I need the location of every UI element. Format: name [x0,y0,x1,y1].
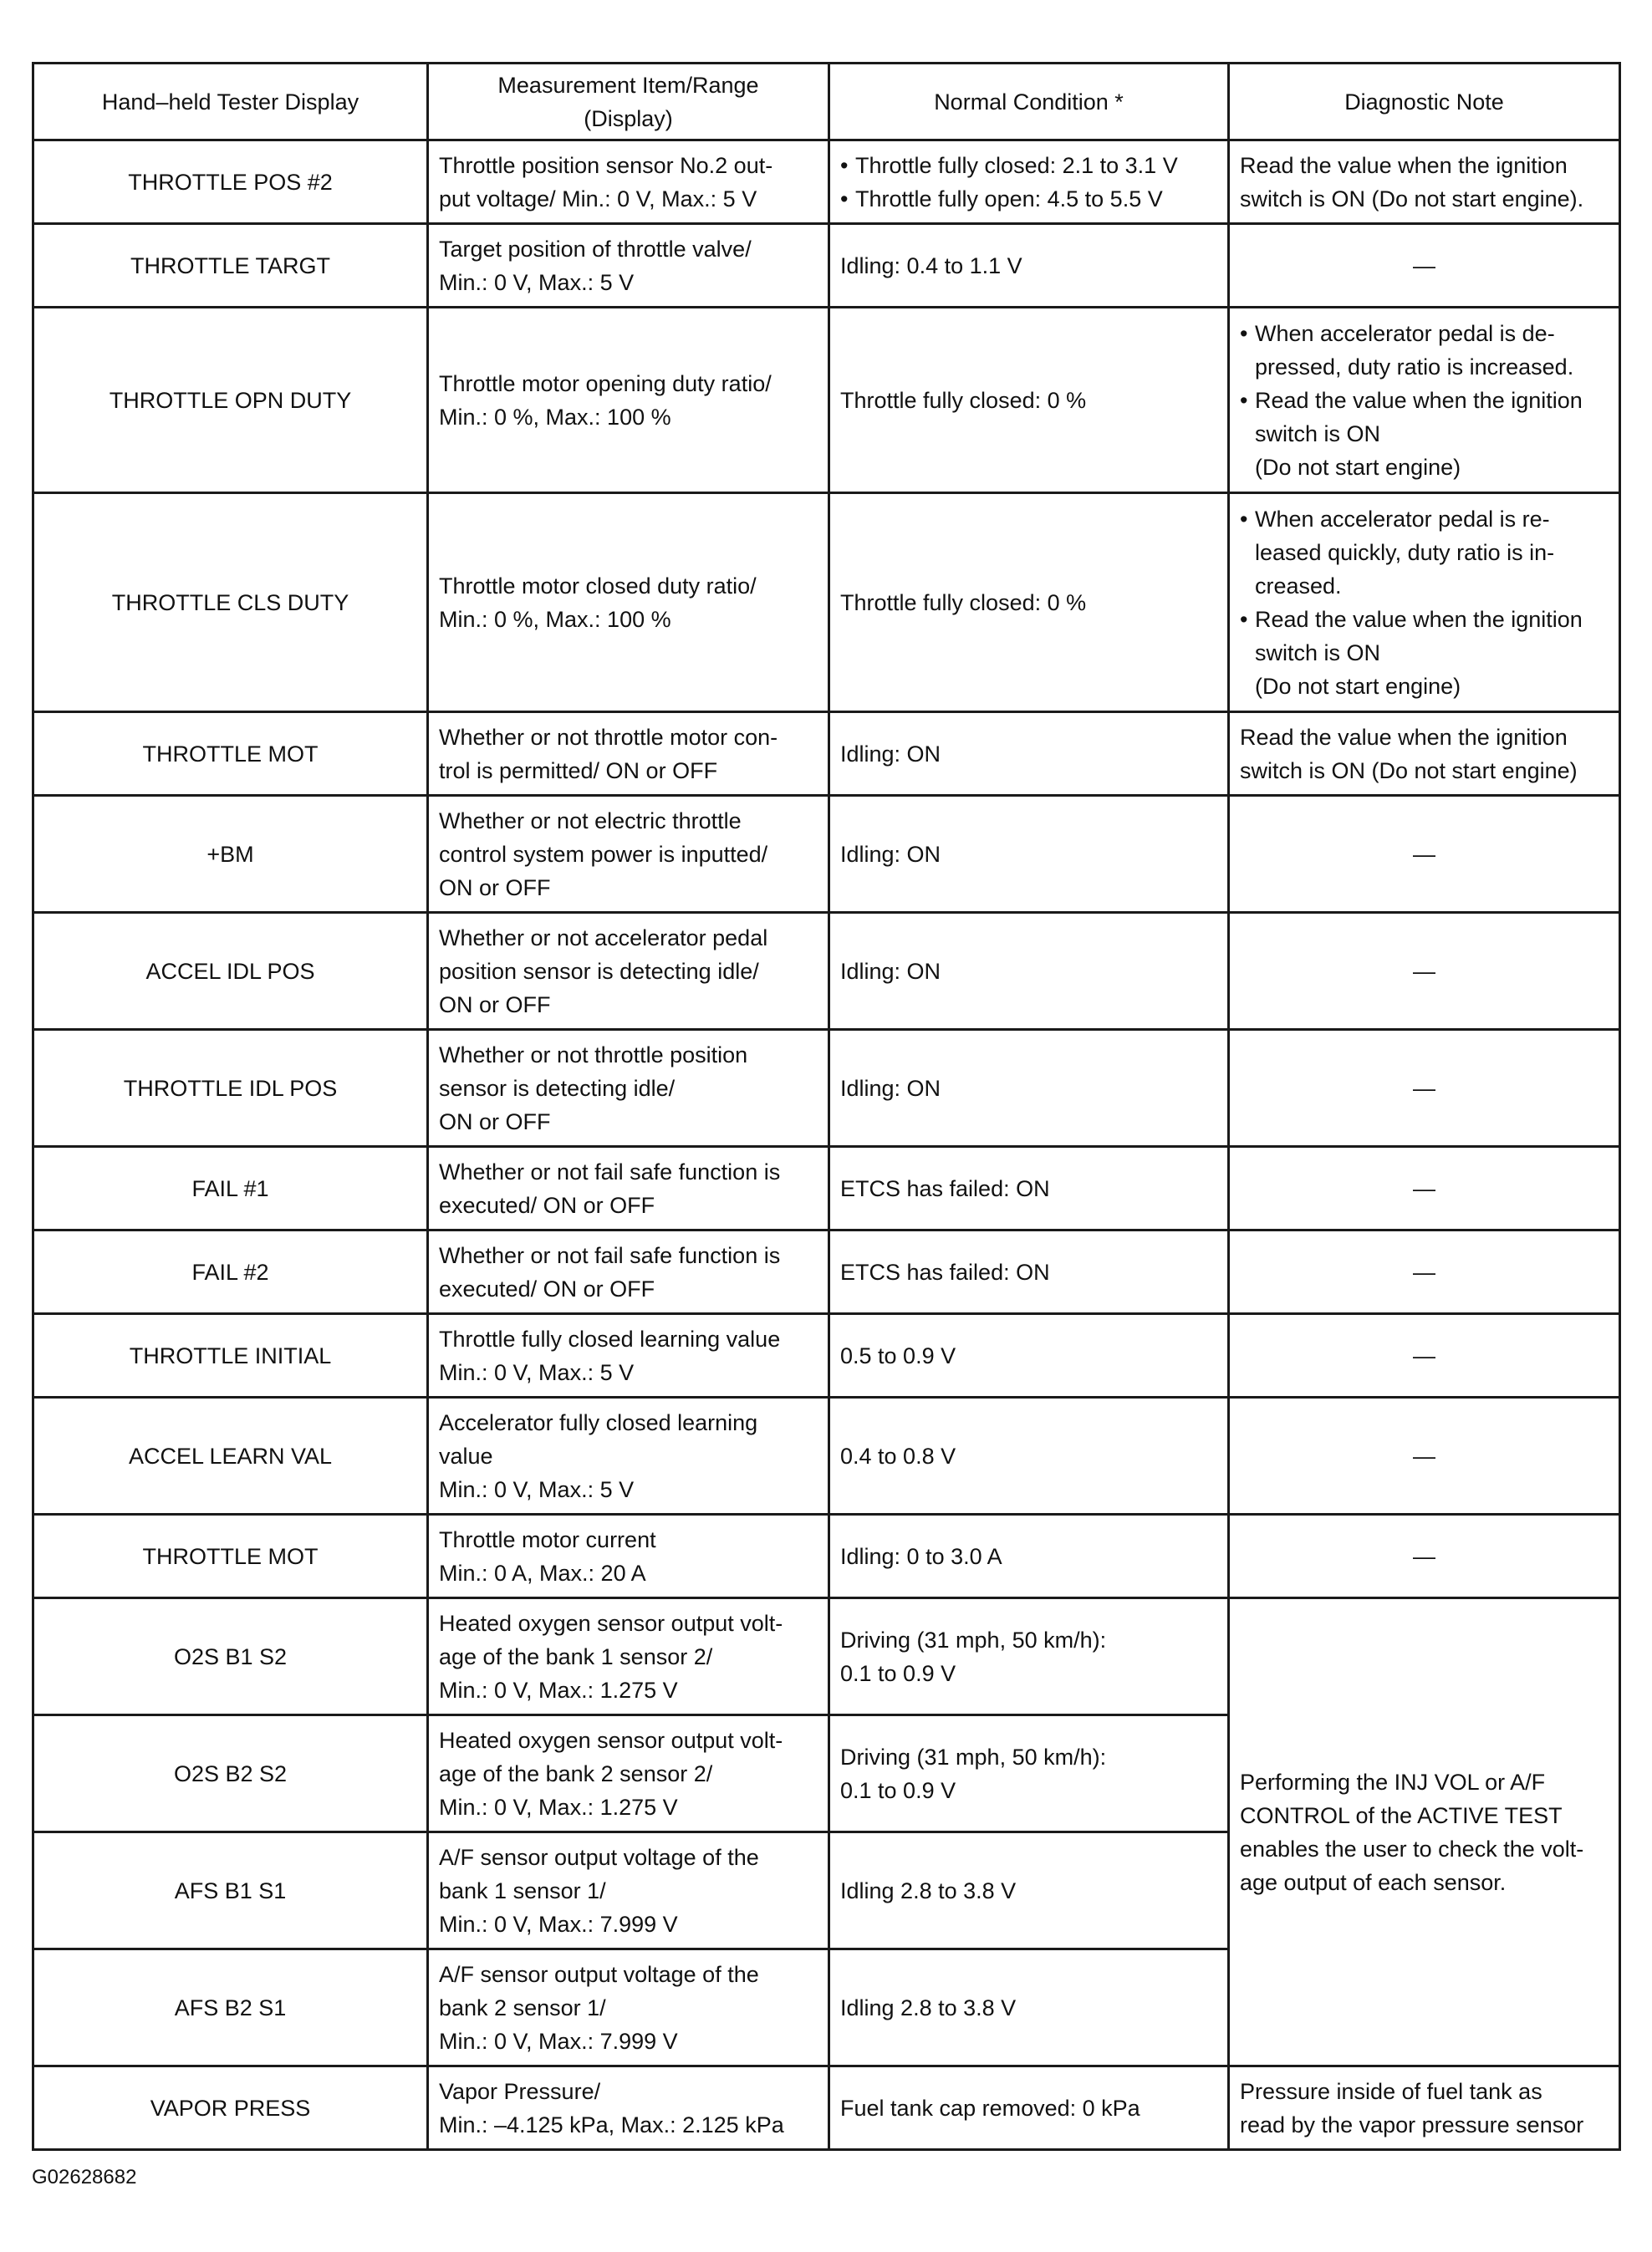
table-row [33,493,1620,712]
diagnostic-note-cell: — [1229,1515,1620,1598]
tester-display-cell: +BM [33,796,428,913]
figure-code: G02628682 [32,2166,137,2188]
normal-condition-cell: Idling: 0 to 3.0 A [829,1515,1229,1598]
tester-display-cell: THROTTLE CLS DUTY [33,493,428,712]
normal-condition-cell: Driving (31 mph, 50 km/h): 0.1 to 0.9 V [829,1598,1229,1715]
diagnostic-note-cell: • When accelerator pedal is re- leased quickly, duty ratio is in- creased. • Read the value when the ignition switch is ON (Do not start engine) [1229,493,1620,712]
diagnostic-note-cell: — [1229,1230,1620,1314]
table-row [33,1515,1620,1598]
shared-diagnostic-note-cell: Performing the INJ VOL or A/F CONTROL of the ACTIVE TEST enables the user to check the volt- age output of each sensor. [1229,1598,1620,2066]
tester-display-cell: FAIL #1 [33,1147,428,1230]
measurement-item-cell: Whether or not accelerator pedal position sensor is detecting idle/ ON or OFF [428,913,829,1030]
tester-display-cell: THROTTLE MOT [33,712,428,796]
measurement-item-cell: Accelerator fully closed learning value Min.: 0 V, Max.: 5 V [428,1398,829,1515]
measurement-item-cell: Whether or not fail safe function is executed/ ON or OFF [428,1147,829,1230]
normal-condition-cell: Idling 2.8 to 3.8 V [829,1832,1229,1949]
measurement-item-cell: Throttle position sensor No.2 out- put voltage/ Min.: 0 V, Max.: 5 V [428,140,829,224]
normal-condition-cell: Idling: ON [829,796,1229,913]
normal-condition-cell: Idling: ON [829,1030,1229,1147]
diagnostic-note-cell: — [1229,913,1620,1030]
table-row [33,2066,1620,2150]
tester-display-cell: AFS B1 S1 [33,1832,428,1949]
table-row [33,1598,1620,1715]
measurement-item-cell: Heated oxygen sensor output volt- age of the bank 1 sensor 2/ Min.: 0 V, Max.: 1.275 V [428,1598,829,1715]
tester-display-cell: FAIL #2 [33,1230,428,1314]
table-row [33,1314,1620,1398]
normal-condition-cell: Idling: 0.4 to 1.1 V [829,224,1229,308]
measurement-item-cell: A/F sensor output voltage of the bank 2 sensor 1/ Min.: 0 V, Max.: 7.999 V [428,1949,829,2066]
table-row [33,1398,1620,1515]
tester-display-cell: THROTTLE TARGT [33,224,428,308]
normal-condition-cell: Idling: ON [829,913,1229,1030]
normal-condition-cell: 0.4 to 0.8 V [829,1398,1229,1515]
tester-display-cell: THROTTLE IDL POS [33,1030,428,1147]
measurement-item-cell: Whether or not electric throttle control system power is inputted/ ON or OFF [428,796,829,913]
measurement-item-cell: Throttle fully closed learning value Min.: 0 V, Max.: 5 V [428,1314,829,1398]
diagnostic-note-cell: Read the value when the ignition switch is ON (Do not start engine). [1229,140,1620,224]
tester-display-cell: O2S B1 S2 [33,1598,428,1715]
normal-condition-cell: • Throttle fully closed: 2.1 to 3.1 V • Throttle fully open: 4.5 to 5.5 V [829,140,1229,224]
diagnostic-note-cell: Read the value when the ignition switch is ON (Do not start engine) [1229,712,1620,796]
measurement-item-cell: A/F sensor output voltage of the bank 1 sensor 1/ Min.: 0 V, Max.: 7.999 V [428,1832,829,1949]
normal-condition-cell: Idling: ON [829,712,1229,796]
measurement-item-cell: Whether or not throttle motor con- trol is permitted/ ON or OFF [428,712,829,796]
normal-condition-cell: Throttle fully closed: 0 % [829,493,1229,712]
tester-display-cell: VAPOR PRESS [33,2066,428,2150]
table-row [33,140,1620,224]
table-row [33,224,1620,308]
normal-condition-cell: ETCS has failed: ON [829,1230,1229,1314]
diagnostic-note-cell: — [1229,1314,1620,1398]
header-normal-condition: Normal Condition * [829,64,1229,140]
normal-condition-cell: 0.5 to 0.9 V [829,1314,1229,1398]
measurement-item-cell: Throttle motor closed duty ratio/ Min.: 0 %, Max.: 100 % [428,493,829,712]
tester-display-cell: AFS B2 S1 [33,1949,428,2066]
measurement-item-cell: Vapor Pressure/ Min.: –4.125 kPa, Max.: 2.125 kPa [428,2066,829,2150]
diagnostic-note-cell: • When accelerator pedal is de- pressed, duty ratio is increased. • Read the value when the ignition switch is ON (Do not start engine) [1229,308,1620,493]
measurement-item-cell: Whether or not throttle position sensor is detecting idle/ ON or OFF [428,1030,829,1147]
measurement-item-cell: Heated oxygen sensor output volt- age of the bank 2 sensor 2/ Min.: 0 V, Max.: 1.275 V [428,1715,829,1832]
measurement-item-cell: Whether or not fail safe function is executed/ ON or OFF [428,1230,829,1314]
table-row [33,712,1620,796]
measurement-item-cell: Throttle motor current Min.: 0 A, Max.: 20 A [428,1515,829,1598]
table-row [33,308,1620,493]
table-row [33,796,1620,913]
normal-condition-cell: Driving (31 mph, 50 km/h): 0.1 to 0.9 V [829,1715,1229,1832]
table-row [33,1147,1620,1230]
tester-display-cell: THROTTLE OPN DUTY [33,308,428,493]
normal-condition-cell: Idling 2.8 to 3.8 V [829,1949,1229,2066]
table-row [33,1030,1620,1147]
diagnostic-note-cell: — [1229,1030,1620,1147]
diagnostic-note-cell: — [1229,224,1620,308]
diagnostic-note-cell: — [1229,1147,1620,1230]
header-measurement-item: Measurement Item/Range (Display) [428,64,829,140]
diagnostic-note-cell: — [1229,1398,1620,1515]
table-header-row [33,64,1620,140]
measurement-item-cell: Target position of throttle valve/ Min.: 0 V, Max.: 5 V [428,224,829,308]
tester-display-cell: O2S B2 S2 [33,1715,428,1832]
header-tester-display: Hand–held Tester Display [33,64,428,140]
tester-display-cell: ACCEL LEARN VAL [33,1398,428,1515]
normal-condition-cell: Throttle fully closed: 0 % [829,308,1229,493]
table-row [33,913,1620,1030]
tester-display-cell: THROTTLE POS #2 [33,140,428,224]
tester-display-cell: THROTTLE INITIAL [33,1314,428,1398]
normal-condition-cell: Fuel tank cap removed: 0 kPa [829,2066,1229,2150]
diagnostic-note-cell: — [1229,796,1620,913]
table-row [33,1230,1620,1314]
header-diagnostic-note: Diagnostic Note [1229,64,1620,140]
tester-display-cell: ACCEL IDL POS [33,913,428,1030]
diagnostic-note-cell: Pressure inside of fuel tank as read by the vapor pressure sensor [1229,2066,1620,2150]
normal-condition-cell: ETCS has failed: ON [829,1147,1229,1230]
measurement-item-cell: Throttle motor opening duty ratio/ Min.: 0 %, Max.: 100 % [428,308,829,493]
data-list-table [32,62,1621,2151]
tester-display-cell: THROTTLE MOT [33,1515,428,1598]
